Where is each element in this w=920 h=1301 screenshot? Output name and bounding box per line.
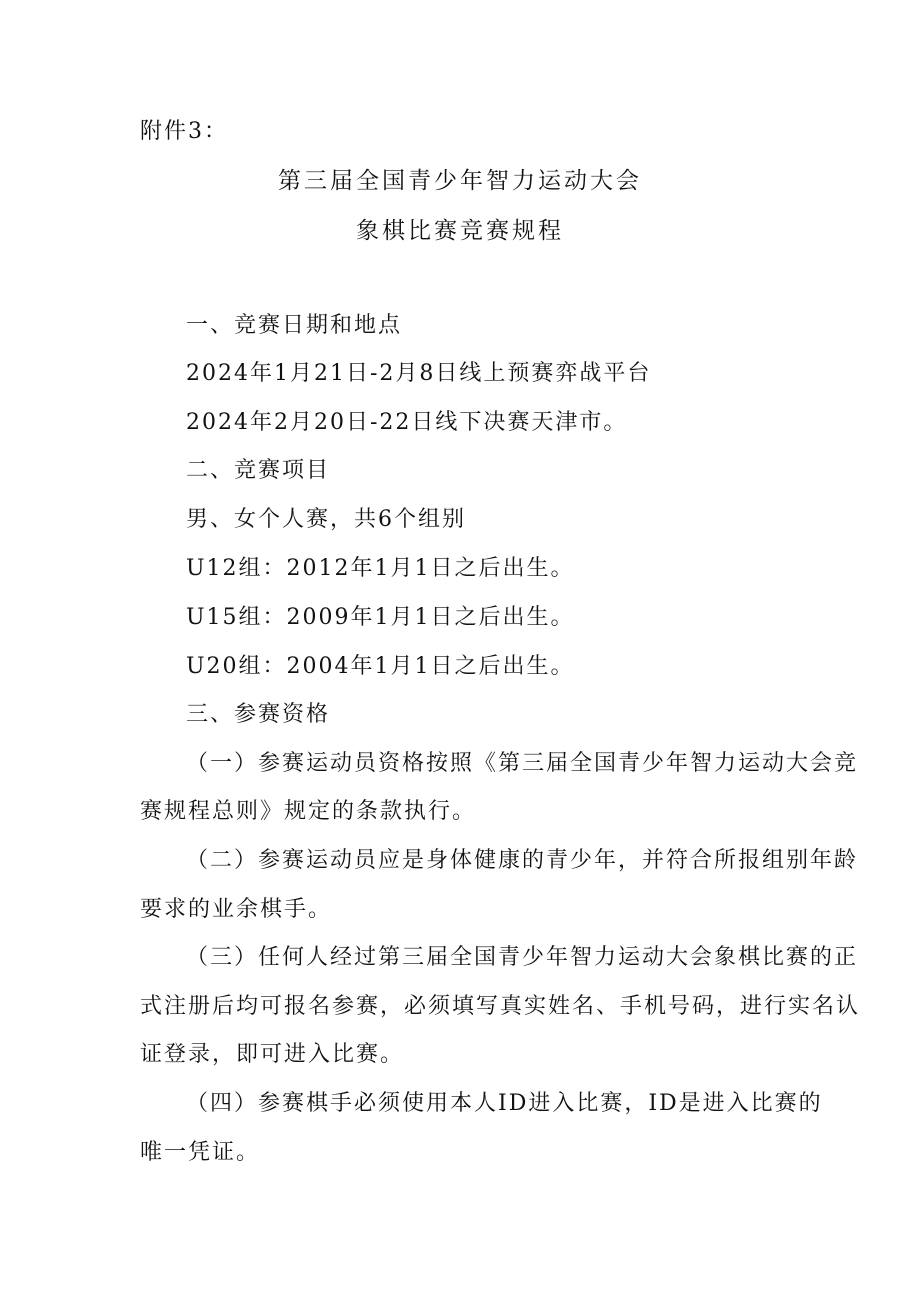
section-heading-dates: 一、竞赛日期和地点 xyxy=(186,313,403,338)
eligibility-clause-4-line-2: 唯一凭证。 xyxy=(140,1140,261,1165)
events-summary: 男、女个人赛，共6个组别 xyxy=(186,507,466,532)
group-u20: U20组：2004年1月1日之后出生。 xyxy=(186,654,575,679)
eligibility-clause-2-line-1: （二）参赛运动员应是身体健康的青少年，并符合所报组别年龄 xyxy=(186,848,859,873)
eligibility-clause-1-line-1: （一）参赛运动员资格按照《第三届全国青少年智力运动大会竞 xyxy=(186,751,859,776)
eligibility-clause-3-line-3: 证登录，即可进入比赛。 xyxy=(140,1042,405,1067)
section-heading-eligibility: 三、参赛资格 xyxy=(186,702,331,727)
eligibility-clause-2-line-2: 要求的业余棋手。 xyxy=(140,897,333,922)
eligibility-clause-3-line-2: 式注册后均可报名参赛，必须填写真实姓名、手机号码，进行实名认 xyxy=(140,994,861,1019)
group-u15: U15组：2009年1月1日之后出生。 xyxy=(186,605,575,630)
online-prelim-date: 2024年1月21日-2月8日线上预赛弈战平台 xyxy=(186,361,652,386)
document-title-line-2: 象棋比赛竞赛规程 xyxy=(356,218,564,244)
section-heading-events: 二、竞赛项目 xyxy=(186,458,331,483)
offline-final-date: 2024年2月20日-22日线下决赛天津市。 xyxy=(186,410,628,435)
attachment-label: 附件3： xyxy=(140,119,228,144)
eligibility-clause-4-line-1: （四）参赛棋手必须使用本人ID进入比赛，ID是进入比赛的 xyxy=(186,1091,823,1116)
eligibility-clause-3-line-1: （三）任何人经过第三届全国青少年智力运动大会象棋比赛的正 xyxy=(186,945,859,970)
eligibility-clause-1-line-2: 赛规程总则》规定的条款执行。 xyxy=(140,799,477,824)
group-u12: U12组：2012年1月1日之后出生。 xyxy=(186,556,575,581)
document-title-line-1: 第三届全国青少年智力运动大会 xyxy=(278,168,642,194)
